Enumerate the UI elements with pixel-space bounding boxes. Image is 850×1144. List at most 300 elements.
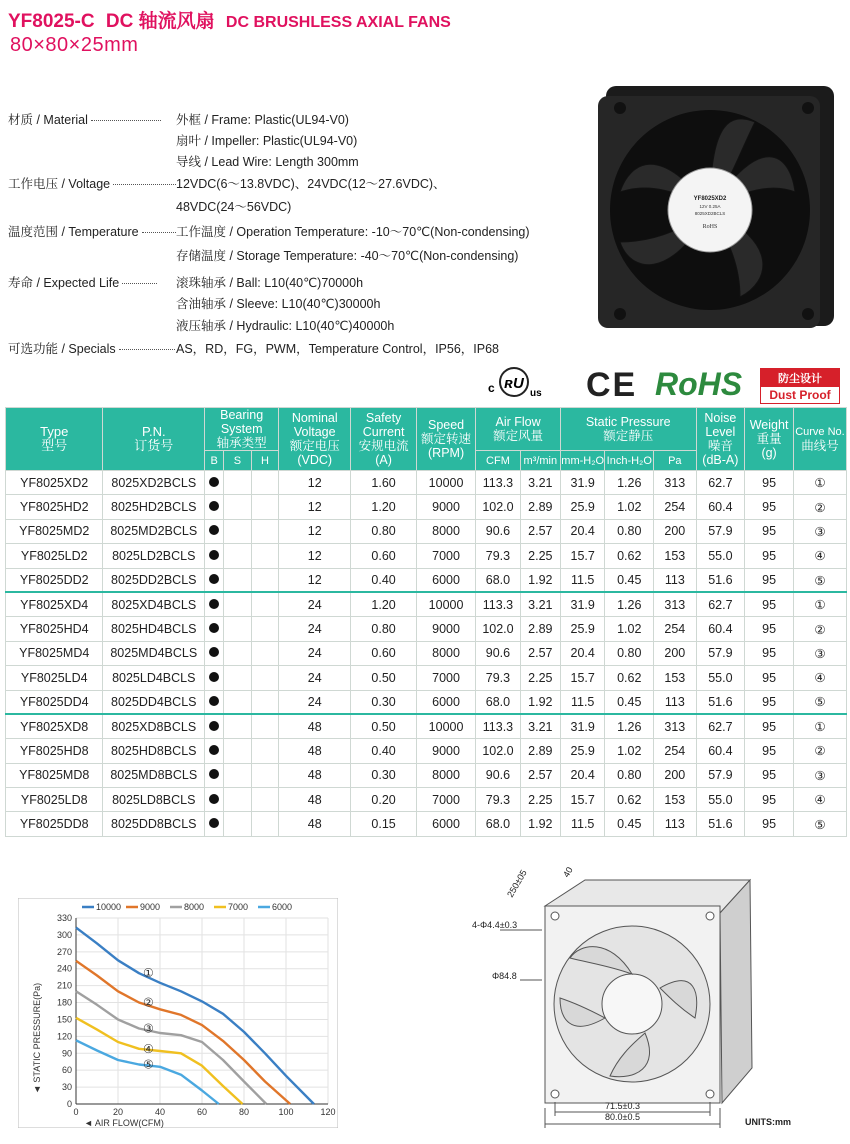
table-cell: YF8025HD2 [6, 495, 103, 519]
table-cell: 1.20 [351, 592, 417, 616]
spec-value: 含油轴承 / Sleeve: L10(40℃)30000h [176, 297, 381, 311]
table-row [6, 714, 847, 738]
th-bearing: Bearing System 轴承类型 [205, 408, 279, 451]
bearing-empty-cell [224, 812, 252, 836]
x-tick-label: 20 [112, 1107, 124, 1117]
x-axis-label: ◄ AIR FLOW(CFM) [84, 1118, 164, 1128]
table-cell: 1.02 [605, 739, 654, 763]
table-cell: 0.40 [351, 739, 417, 763]
y-tick-label: 90 [61, 1048, 72, 1059]
table-cell: 2.57 [520, 641, 560, 665]
bearing-dot [209, 525, 219, 535]
table-cell: 15.7 [560, 544, 604, 568]
bearing-empty-cell [224, 544, 252, 568]
bearing-dot [209, 696, 219, 706]
table-cell: 113.3 [476, 471, 520, 495]
bearing-dot [209, 794, 219, 804]
th-pa: Pa [654, 451, 696, 471]
y-tick-label: 120 [56, 1031, 72, 1042]
table-row [6, 666, 847, 690]
table-cell: 11.5 [560, 812, 604, 836]
table-row [6, 544, 847, 568]
fan-label-model: YF8025XD2 [693, 196, 727, 202]
table-cell: 0.50 [351, 666, 417, 690]
table-row [6, 471, 847, 495]
table-cell: 60.4 [696, 617, 745, 641]
curve-marker: ③ [143, 1021, 154, 1036]
table-cell: 1.26 [605, 714, 654, 738]
table-cell: 55.0 [696, 788, 745, 812]
units-label: UNITS:mm [745, 1117, 792, 1127]
table-cell: 95 [745, 641, 794, 665]
table-cell: 79.3 [476, 544, 520, 568]
bearing-ball-cell [205, 812, 224, 836]
curve-marker: ⑤ [143, 1057, 154, 1072]
table-cell: 8025MD8BCLS [103, 763, 205, 787]
table-cell: ② [793, 495, 846, 519]
legend-label: 8000 [184, 902, 205, 912]
bearing-empty-cell [251, 714, 279, 738]
bearing-dot [209, 721, 219, 731]
table-cell: 25.9 [560, 739, 604, 763]
dust-proof-en: Dust Proof [769, 388, 831, 402]
bearing-empty-cell [251, 739, 279, 763]
table-cell: 57.9 [696, 519, 745, 543]
table-cell: 24 [279, 666, 351, 690]
bearing-empty-cell [224, 714, 252, 738]
table-cell: 0.50 [351, 714, 417, 738]
table-cell: 113.3 [476, 714, 520, 738]
bearing-dot [209, 818, 219, 828]
table-cell: 7000 [416, 544, 475, 568]
table-cell: 0.60 [351, 544, 417, 568]
bearing-dot [209, 550, 219, 560]
table-cell: 95 [745, 471, 794, 495]
pq-curve-chart [18, 898, 338, 1128]
table-cell: ④ [793, 544, 846, 568]
bearing-ball-cell [205, 592, 224, 616]
table-cell: 7000 [416, 788, 475, 812]
table-cell: 153 [654, 544, 696, 568]
bearing-empty-cell [224, 763, 252, 787]
spec-value: 扇叶 / Impeller: Plastic(UL94-V0) [176, 134, 358, 148]
table-cell: 95 [745, 666, 794, 690]
spec-value: 导线 / Lead Wire: Length 300mm [176, 155, 359, 169]
th-type: Type 型号 [6, 408, 103, 471]
table-cell: 8025MD4BCLS [103, 641, 205, 665]
x-tick-label: 80 [238, 1107, 250, 1117]
bearing-empty-cell [251, 471, 279, 495]
table-cell: 95 [745, 544, 794, 568]
table-cell: 12 [279, 544, 351, 568]
bearing-empty-cell [251, 788, 279, 812]
legend-label: 7000 [228, 902, 249, 912]
y-tick-label: 180 [56, 997, 72, 1008]
table-cell: 79.3 [476, 788, 520, 812]
table-cell: 95 [745, 714, 794, 738]
th-h: H [251, 451, 279, 471]
dim-800: 80.0±0.5 [605, 1112, 640, 1122]
table-cell: 57.9 [696, 641, 745, 665]
bearing-dot [209, 574, 219, 584]
spec-table [5, 407, 847, 837]
fan-photo [590, 82, 840, 332]
table-cell: 200 [654, 519, 696, 543]
curve-marker: ① [143, 966, 154, 981]
bearing-ball-cell [205, 617, 224, 641]
y-tick-label: 60 [61, 1065, 72, 1076]
bearing-empty-cell [224, 471, 252, 495]
table-cell: 12 [279, 568, 351, 592]
table-cell: 0.80 [351, 519, 417, 543]
table-cell: 60.4 [696, 495, 745, 519]
th-noise: Noise Level 噪音 (dB-A) [696, 408, 745, 471]
table-cell: 10000 [416, 592, 475, 616]
bearing-empty-cell [224, 690, 252, 714]
table-cell: 1.92 [520, 568, 560, 592]
y-tick-label: 210 [56, 980, 72, 991]
table-cell: 95 [745, 739, 794, 763]
table-cell: YF8025DD4 [6, 690, 103, 714]
table-cell: 9000 [416, 617, 475, 641]
table-cell: YF8025XD2 [6, 471, 103, 495]
table-cell: YF8025MD2 [6, 519, 103, 543]
table-cell: 3.21 [520, 714, 560, 738]
bearing-ball-cell [205, 544, 224, 568]
table-cell: 0.62 [605, 666, 654, 690]
series-line-9000 [76, 961, 290, 1104]
table-cell: 8000 [416, 763, 475, 787]
dust-proof-badge [760, 368, 840, 404]
cn-title: DC 轴流风扇 [105, 11, 215, 32]
y-tick-label: 240 [56, 963, 72, 974]
bearing-ball-cell [205, 519, 224, 543]
bearing-dot [209, 599, 219, 609]
table-cell: 24 [279, 690, 351, 714]
spec-value: 48VDC(24～56VDC) [176, 200, 292, 214]
table-cell: 90.6 [476, 763, 520, 787]
table-cell: 90.6 [476, 519, 520, 543]
table-cell: 8025LD8BCLS [103, 788, 205, 812]
table-cell: 1.26 [605, 471, 654, 495]
table-cell: ② [793, 617, 846, 641]
table-cell: 20.4 [560, 519, 604, 543]
table-cell: 7000 [416, 666, 475, 690]
model-title: YF8025-C [8, 11, 95, 32]
table-cell: 90.6 [476, 641, 520, 665]
spec-value: 外框 / Frame: Plastic(UL94-V0) [176, 113, 349, 127]
svg-text:us: us [530, 388, 542, 399]
spec-value: 存储温度 / Storage Temperature: -40～70℃(Non-condensing) [176, 249, 519, 263]
spec-label: 可选功能 / Specials [8, 339, 178, 357]
table-cell: ④ [793, 788, 846, 812]
table-cell: 1.20 [351, 495, 417, 519]
th-b: B [205, 451, 224, 471]
table-cell: 8025LD4BCLS [103, 666, 205, 690]
table-cell: 0.80 [351, 617, 417, 641]
th-curve: Curve No. 曲线号 [793, 408, 846, 471]
table-cell: ② [793, 739, 846, 763]
table-cell: 8025DD8BCLS [103, 812, 205, 836]
fan-label-rating: 12V 0.25A [699, 204, 721, 209]
table-cell: 102.0 [476, 617, 520, 641]
bearing-empty-cell [251, 763, 279, 787]
table-cell: 8025XD4BCLS [103, 592, 205, 616]
fan-label-rohs: RoHS [702, 224, 718, 230]
table-cell: 8025HD2BCLS [103, 495, 205, 519]
table-cell: 57.9 [696, 763, 745, 787]
table-cell: 12 [279, 519, 351, 543]
y-tick-label: 300 [56, 929, 72, 940]
table-cell: 95 [745, 592, 794, 616]
th-mmh2o: mm-H₂O [560, 451, 604, 471]
table-cell: 113 [654, 690, 696, 714]
th-airflow: Air Flow 额定风量 [476, 408, 561, 451]
bearing-empty-cell [251, 812, 279, 836]
table-cell: ③ [793, 763, 846, 787]
table-row [6, 568, 847, 592]
spec-value: 工作温度 / Operation Temperature: -10～70℃(Non-condensing) [176, 225, 530, 239]
table-cell: 8025XD8BCLS [103, 714, 205, 738]
spec-value: 液压轴承 / Hydraulic: L10(40℃)40000h [176, 319, 395, 333]
table-cell: 6000 [416, 690, 475, 714]
table-cell: 254 [654, 739, 696, 763]
bearing-dot [209, 623, 219, 633]
table-cell: 153 [654, 666, 696, 690]
table-cell: 31.9 [560, 714, 604, 738]
table-cell: 0.62 [605, 788, 654, 812]
bearing-empty-cell [224, 617, 252, 641]
table-cell: 0.30 [351, 690, 417, 714]
th-cfm: CFM [476, 451, 520, 471]
dim-250: 250±05 [505, 868, 529, 899]
y-tick-label: 150 [56, 1014, 72, 1025]
table-row [6, 519, 847, 543]
table-row [6, 641, 847, 665]
table-cell: 0.80 [605, 519, 654, 543]
bearing-empty-cell [224, 568, 252, 592]
table-cell: 9000 [416, 495, 475, 519]
table-cell: 8000 [416, 519, 475, 543]
spec-value: 滚珠轴承 / Ball: L10(40℃)70000h [176, 276, 364, 290]
table-cell: 6000 [416, 812, 475, 836]
table-cell: 24 [279, 617, 351, 641]
table-cell: 8025MD2BCLS [103, 519, 205, 543]
table-cell: 2.57 [520, 763, 560, 787]
table-cell: 68.0 [476, 690, 520, 714]
x-tick-label: 0 [73, 1107, 79, 1117]
table-cell: 24 [279, 641, 351, 665]
bearing-ball-cell [205, 690, 224, 714]
table-cell: 15.7 [560, 788, 604, 812]
dim-40: 40 [561, 865, 575, 879]
table-cell: 8025HD4BCLS [103, 617, 205, 641]
curve-marker: ② [143, 995, 154, 1010]
bearing-empty-cell [251, 592, 279, 616]
table-cell: 68.0 [476, 568, 520, 592]
table-cell: 12 [279, 495, 351, 519]
table-cell: 62.7 [696, 714, 745, 738]
bearing-empty-cell [251, 641, 279, 665]
table-cell: 95 [745, 495, 794, 519]
th-inchh2o: Inch-H₂O [605, 451, 654, 471]
page-title [8, 6, 451, 33]
y-axis-label: ◄ STATIC PRESSURE(Pa) [32, 982, 42, 1094]
curve-marker: ④ [143, 1041, 154, 1056]
dust-proof-cn: 防尘设计 [761, 369, 839, 387]
bearing-ball-cell [205, 641, 224, 665]
th-m3min: m³/min [520, 451, 560, 471]
bearing-dot [209, 647, 219, 657]
table-cell: YF8025MD8 [6, 763, 103, 787]
th-pressure: Static Pressure 额定静压 [560, 408, 696, 451]
bearing-empty-cell [224, 592, 252, 616]
table-row [6, 495, 847, 519]
bearing-dot [209, 672, 219, 682]
table-cell: 8000 [416, 641, 475, 665]
svg-text:ʀU: ʀU [504, 375, 524, 392]
table-cell: YF8025LD2 [6, 544, 103, 568]
y-tick-label: 0 [66, 1099, 72, 1109]
th-s: S [224, 451, 252, 471]
table-cell: ⑤ [793, 568, 846, 592]
table-cell: 8025DD4BCLS [103, 690, 205, 714]
table-cell: 1.02 [605, 617, 654, 641]
table-cell: ③ [793, 641, 846, 665]
table-cell: 102.0 [476, 739, 520, 763]
table-cell: 62.7 [696, 592, 745, 616]
table-cell: 0.45 [605, 568, 654, 592]
table-cell: 15.7 [560, 666, 604, 690]
table-cell: ⑤ [793, 812, 846, 836]
bearing-ball-cell [205, 568, 224, 592]
dimension-drawing [460, 858, 845, 1138]
bearing-ball-cell [205, 739, 224, 763]
ul-logo [488, 362, 548, 407]
table-cell: 0.45 [605, 812, 654, 836]
bearing-ball-cell [205, 471, 224, 495]
spec-label: 工作电压 / Voltage [8, 174, 179, 192]
y-tick-label: 270 [56, 946, 72, 957]
table-cell: YF8025XD8 [6, 714, 103, 738]
table-cell: YF8025MD4 [6, 641, 103, 665]
table-cell: 8025DD2BCLS [103, 568, 205, 592]
table-cell: 0.40 [351, 568, 417, 592]
table-row [6, 617, 847, 641]
table-cell: 313 [654, 592, 696, 616]
table-cell: ④ [793, 666, 846, 690]
table-row [6, 592, 847, 616]
table-cell: 12 [279, 471, 351, 495]
table-cell: 2.89 [520, 739, 560, 763]
table-cell: 79.3 [476, 666, 520, 690]
table-cell: 3.21 [520, 471, 560, 495]
bearing-empty-cell [224, 666, 252, 690]
table-cell: 25.9 [560, 617, 604, 641]
spec-value: AS，RD，FG，PWM，Temperature Control，IP56，IP68 [176, 342, 500, 356]
dim-diameter: Φ84.8 [492, 971, 517, 981]
table-cell: 1.60 [351, 471, 417, 495]
y-tick-label: 330 [56, 913, 72, 923]
table-cell: 153 [654, 788, 696, 812]
table-cell: YF8025DD8 [6, 812, 103, 836]
table-row [6, 690, 847, 714]
table-cell: YF8025XD4 [6, 592, 103, 616]
table-cell: 0.80 [605, 763, 654, 787]
table-cell: 51.6 [696, 812, 745, 836]
bearing-empty-cell [224, 519, 252, 543]
table-cell: 95 [745, 519, 794, 543]
bearing-empty-cell [251, 544, 279, 568]
size-subtitle: 80×80×25mm [10, 34, 139, 56]
table-cell: 1.26 [605, 592, 654, 616]
table-cell: 2.25 [520, 544, 560, 568]
table-cell: ① [793, 471, 846, 495]
table-cell: 31.9 [560, 592, 604, 616]
th-voltage: Nominal Voltage 额定电压 (VDC) [279, 408, 351, 471]
bearing-dot [209, 745, 219, 755]
spec-label: 温度范围 / Temperature [8, 222, 179, 240]
table-cell: 20.4 [560, 763, 604, 787]
legend-label: 9000 [140, 902, 161, 912]
table-cell: 95 [745, 763, 794, 787]
fan-label-pn: 8025XD2BCLS [694, 211, 726, 216]
table-row [6, 763, 847, 787]
table-cell: ⑤ [793, 690, 846, 714]
spec-label: 寿命 / Expected Life [8, 273, 160, 291]
series-line-7000 [76, 1018, 243, 1104]
table-cell: 0.15 [351, 812, 417, 836]
th-current: Safety Current 安规电流 (A) [351, 408, 417, 471]
dim-holes: 4-Φ4.4±0.3 [472, 920, 518, 930]
table-cell: 95 [745, 812, 794, 836]
th-weight: Weight 重量 (g) [745, 408, 794, 471]
table-cell: 0.80 [605, 641, 654, 665]
bearing-ball-cell [205, 714, 224, 738]
table-cell: 1.92 [520, 812, 560, 836]
bearing-empty-cell [251, 690, 279, 714]
legend-label: 10000 [96, 902, 122, 912]
table-cell: 313 [654, 714, 696, 738]
table-cell: 0.20 [351, 788, 417, 812]
x-tick-label: 120 [320, 1107, 336, 1117]
spec-value: 12VDC(6～13.8VDC)、24VDC(12～27.6VDC)、 [176, 177, 446, 191]
table-cell: 2.89 [520, 617, 560, 641]
table-cell: 51.6 [696, 690, 745, 714]
spec-label: 材质 / Material [8, 110, 164, 128]
table-cell: ① [793, 592, 846, 616]
table-cell: 20.4 [560, 641, 604, 665]
table-cell: 254 [654, 617, 696, 641]
y-tick-label: 30 [61, 1082, 72, 1093]
en-title: DC BRUSHLESS AXIAL FANS [225, 14, 451, 31]
table-cell: 95 [745, 788, 794, 812]
table-cell: 2.25 [520, 666, 560, 690]
table-cell: 313 [654, 471, 696, 495]
table-cell: 95 [745, 617, 794, 641]
table-cell: 48 [279, 812, 351, 836]
table-cell: 55.0 [696, 544, 745, 568]
table-cell: 113.3 [476, 592, 520, 616]
table-cell: YF8025HD4 [6, 617, 103, 641]
bearing-empty-cell [251, 519, 279, 543]
x-tick-label: 100 [278, 1107, 294, 1117]
bearing-ball-cell [205, 788, 224, 812]
table-cell: 2.25 [520, 788, 560, 812]
bearing-empty-cell [224, 495, 252, 519]
table-cell: 200 [654, 763, 696, 787]
table-cell: 31.9 [560, 471, 604, 495]
